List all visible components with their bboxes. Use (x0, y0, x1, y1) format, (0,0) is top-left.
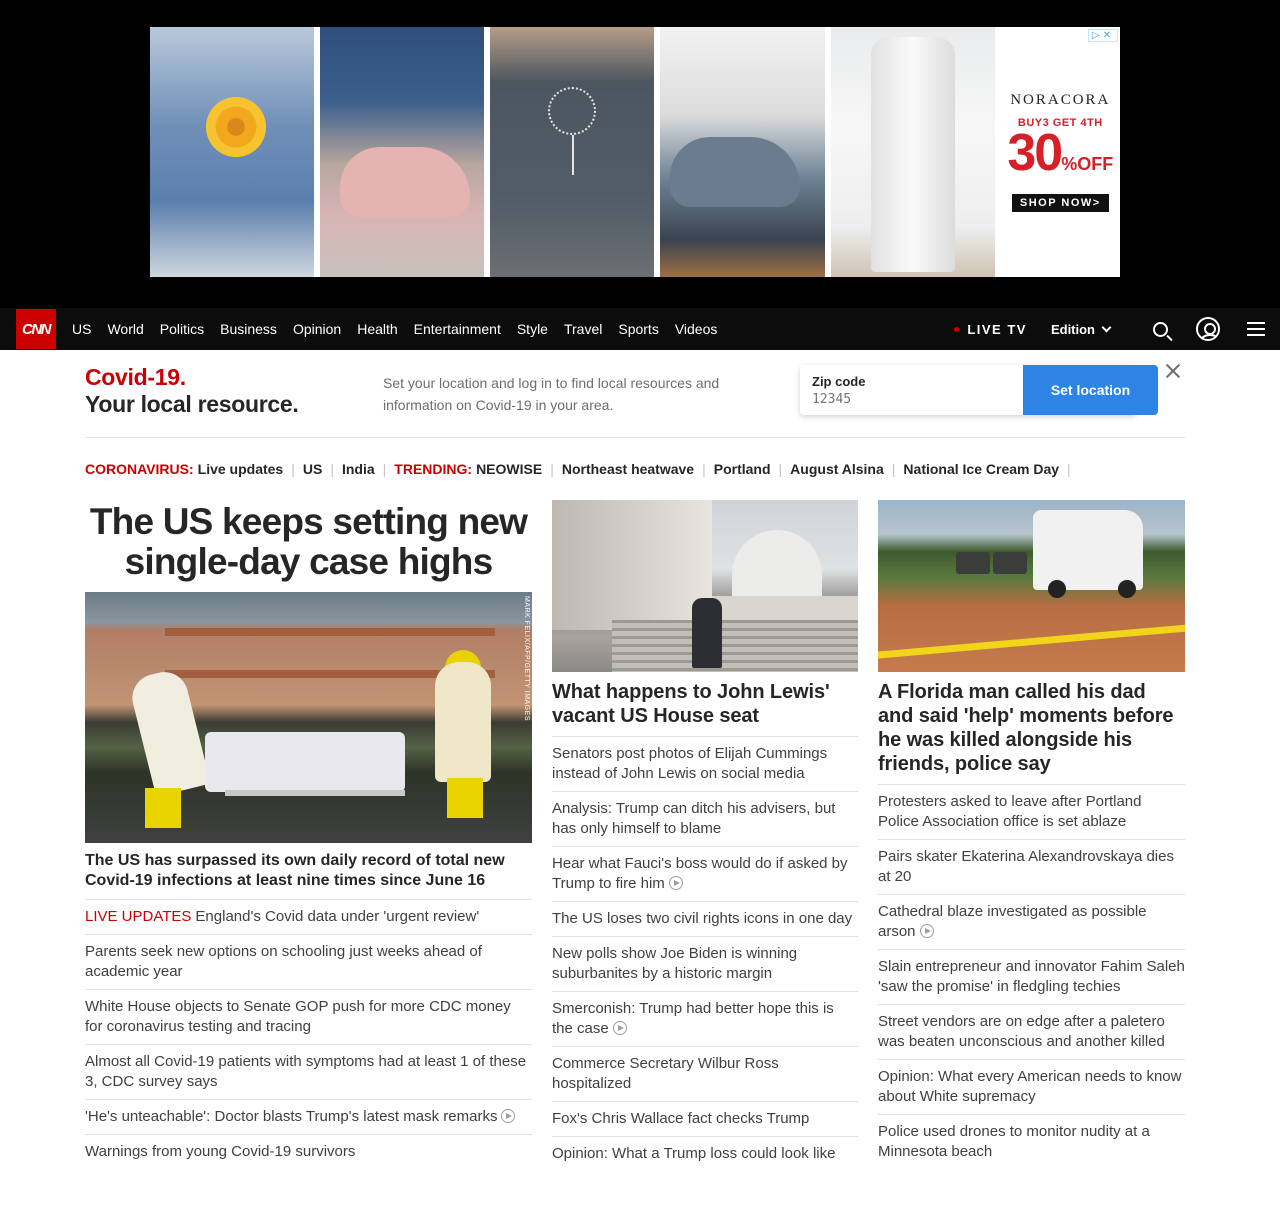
story-link[interactable]: New polls show Joe Biden is winning suburbanites by a historic margin (552, 945, 798, 982)
story-list (878, 785, 1185, 1169)
florida-scene-image[interactable] (878, 500, 1185, 672)
list-item[interactable] (552, 992, 858, 1047)
menu-button[interactable] (1232, 308, 1280, 350)
boots-graphic (447, 778, 483, 818)
ad-discount (1007, 124, 1114, 188)
play-video-icon (920, 924, 934, 938)
covid-title-red: Covid-19. (85, 364, 186, 390)
separator: | (291, 461, 295, 477)
story-link[interactable]: 'He's unteachable': Doctor blasts Trump's latest mask remarks (85, 1108, 498, 1125)
story-link[interactable]: White House objects to Senate GOP push for more CDC money for coronavirus testing and tracing (85, 998, 511, 1035)
story-link[interactable]: Police used drones to monitor nudity at a Minnesota beach (878, 1123, 1150, 1160)
story-link[interactable]: Opinion: What every American needs to know about White supremacy (878, 1068, 1182, 1105)
main-nav (0, 308, 1280, 350)
stretcher-graphic (205, 732, 405, 792)
edition-dropdown[interactable] (1051, 322, 1110, 337)
covid-banner-title (85, 364, 298, 418)
truck-graphic (956, 552, 990, 574)
story-link[interactable]: Analysis: Trump can ditch his advisers, but has only himself to blame (552, 800, 836, 837)
covid-title-dark: Your local resource. (85, 391, 299, 417)
separator: | (1067, 461, 1071, 477)
dandelion-graphic (548, 87, 596, 135)
sunflower-graphic (202, 93, 270, 161)
trending-link-live-updates[interactable]: Live updates (197, 461, 284, 477)
truck-graphic (993, 552, 1027, 574)
list-item[interactable] (85, 1135, 532, 1169)
close-icon[interactable] (1165, 363, 1181, 379)
police-tape-graphic (878, 624, 1185, 660)
stretcher-base-graphic (225, 790, 405, 796)
hero-image[interactable] (85, 592, 532, 843)
story-link[interactable]: Senators post photos of Elijah Cummings instead of John Lewis on social media (552, 745, 828, 782)
ad-off-label: OFF (1077, 154, 1114, 174)
wheel-graphic (1048, 580, 1066, 598)
story-link[interactable]: Opinion: What a Trump loss could look like (552, 1145, 836, 1162)
list-item[interactable] (552, 1102, 858, 1137)
list-item[interactable] (878, 1115, 1185, 1169)
list-item[interactable] (552, 937, 858, 992)
ad-banner-area (0, 0, 1280, 308)
list-item[interactable] (85, 900, 532, 935)
list-item[interactable] (85, 935, 532, 990)
list-item[interactable] (552, 1137, 858, 1171)
ad-offer-text: BUY3 GET 4TH (1017, 117, 1103, 129)
list-item[interactable] (552, 902, 858, 937)
van-graphic (1033, 510, 1143, 590)
shoe-graphic (670, 137, 800, 207)
live-tv-label: LIVE TV (967, 321, 1027, 337)
separator: | (382, 461, 387, 477)
nav-link-business[interactable]: Business (220, 321, 277, 337)
live-updates-label: LIVE UPDATES (85, 908, 192, 925)
cnn-logo[interactable]: CNN (16, 309, 56, 349)
trending-link-portland[interactable]: Portland (713, 461, 771, 477)
nav-link-health[interactable]: Health (357, 321, 398, 337)
ad-percent-sign: % (1061, 154, 1078, 174)
story-link[interactable]: Cathedral blaze investigated as possible arson (878, 903, 1147, 940)
separator: | (702, 461, 706, 477)
nav-link-videos[interactable]: Videos (674, 321, 718, 337)
ad-percent: 30 (1007, 124, 1062, 182)
zip-code-input[interactable] (812, 392, 1012, 407)
ad-shop-now-button[interactable]: SHOP NOW> (1012, 194, 1109, 212)
trending-label: TRENDING: (394, 461, 473, 477)
nav-link-opinion[interactable]: Opinion (292, 321, 342, 337)
live-dot-icon (954, 327, 959, 332)
story-link[interactable]: Fox's Chris Wallace fact checks Trump (552, 1110, 810, 1127)
trending-bar (85, 461, 1185, 477)
story-link[interactable]: Commerce Secretary Wilbur Ross hospitalized (552, 1055, 779, 1092)
story-headline[interactable]: What happens to John Lewis' vacant US House seat (552, 672, 858, 737)
nav-link-world[interactable]: World (107, 321, 144, 337)
covid-banner-description: Set your location and log in to find local resources and information on Covid-19 in your area. (383, 375, 720, 413)
ad-image-pink-shoes[interactable] (320, 27, 484, 277)
story-link[interactable]: The US loses two civil rights icons in one day (552, 910, 853, 927)
column-lead (85, 500, 532, 1169)
search-button[interactable] (1136, 308, 1184, 350)
list-item[interactable] (552, 792, 858, 847)
wheel-graphic (1118, 580, 1136, 598)
medical-worker-graphic (127, 667, 210, 797)
story-link[interactable]: Parents seek new options on schooling just weeks ahead of academic year (85, 943, 482, 980)
list-item[interactable] (552, 737, 858, 792)
story-link[interactable]: Street vendors are on edge after a paletero was beaten unconscious and another killed (878, 1013, 1165, 1050)
capitol-image[interactable] (552, 500, 858, 672)
photo-credit: MARK FELIX/AFP/GETTY IMAGES (523, 596, 530, 722)
list-item[interactable] (85, 990, 532, 1045)
nav-link-travel[interactable]: Travel (563, 321, 603, 337)
user-icon (1196, 317, 1220, 341)
menu-icon (1247, 322, 1265, 336)
dome-graphic (732, 530, 822, 600)
edition-label: Edition (1050, 321, 1095, 337)
story-link[interactable]: Pairs skater Ekaterina Alexandrovskaya dies at 20 (878, 848, 1174, 885)
nav-link-politics[interactable]: Politics (159, 321, 205, 337)
brick-stripe (165, 628, 495, 636)
separator: | (330, 461, 334, 477)
trending-link-neowise[interactable]: NEOWISE (476, 461, 543, 477)
story-link[interactable]: Warnings from young Covid-19 survivors (85, 1143, 356, 1160)
ad-image-sweater[interactable] (150, 27, 314, 277)
medical-worker-graphic (435, 662, 491, 782)
play-video-icon (501, 1109, 515, 1123)
trending-link-august-alsina[interactable]: August Alsina (790, 461, 884, 477)
nav-links (72, 321, 733, 337)
list-item[interactable] (878, 950, 1185, 1005)
advertisement[interactable] (150, 27, 1120, 277)
list-item[interactable] (85, 1100, 532, 1135)
story-headline[interactable]: A Florida man called his dad and said 'help' moments before he was killed alongside his friends, police say (878, 672, 1185, 785)
trending-topics (394, 461, 1078, 477)
list-item[interactable] (85, 1045, 532, 1100)
list-item[interactable] (552, 847, 858, 902)
set-location-button[interactable]: Set location (1023, 365, 1158, 415)
coronavirus-trending (85, 461, 394, 477)
trending-link-national-ice-cream-day[interactable]: National Ice Cream Day (903, 461, 1060, 477)
boots-graphic (145, 788, 181, 828)
list-item[interactable] (878, 1005, 1185, 1060)
ad-brand-panel[interactable] (1001, 27, 1120, 277)
story-list (552, 737, 858, 1171)
nav-link-entertainment[interactable]: Entertainment (413, 321, 501, 337)
story-link[interactable]: Almost all Covid-19 patients with symptoms had at least 1 of these 3, CDC survey says (85, 1053, 527, 1090)
story-list (85, 900, 532, 1169)
person-graphic (692, 598, 722, 668)
separator: | (778, 461, 783, 477)
zip-code-label: Zip code (812, 374, 866, 389)
trending-link-us[interactable]: US (302, 461, 323, 477)
list-item[interactable] (878, 785, 1185, 840)
hero-headline[interactable]: The US keeps setting new single-day case highs (89, 501, 528, 582)
list-item[interactable] (878, 895, 1185, 950)
nav-link-sports[interactable]: Sports (618, 321, 659, 337)
trending-link-northeast-heatwave[interactable]: Northeast heatwave (561, 461, 695, 477)
column-right (878, 500, 1185, 1169)
nav-link-us[interactable]: US (72, 321, 92, 337)
wall-graphic (552, 500, 712, 630)
ad-image-white-pants[interactable] (831, 27, 995, 277)
covid-local-resource-banner (85, 350, 1185, 438)
account-button[interactable] (1184, 308, 1232, 350)
search-icon (1153, 322, 1168, 337)
story-link[interactable]: England's Covid data under 'urgent review' (195, 908, 480, 925)
separator: | (891, 461, 896, 477)
ad-image-blue-shoes[interactable] (660, 27, 824, 277)
story-link[interactable]: Smerconish: Trump had better hope this is the case (552, 1000, 834, 1037)
ad-image-tshirt[interactable] (490, 27, 654, 277)
list-item[interactable] (878, 840, 1185, 895)
separator: | (550, 461, 554, 477)
pants-graphic (871, 37, 955, 272)
nav-right (954, 308, 1280, 350)
list-item[interactable] (552, 1047, 858, 1102)
shoe-graphic (340, 147, 470, 217)
dome-base-graphic (712, 596, 858, 622)
lead-story-link[interactable]: The US has surpassed its own daily record of total new Covid-19 infections at least nine times since June 16 (85, 843, 532, 900)
coronavirus-label: CORONAVIRUS: (85, 461, 194, 477)
story-link[interactable]: Hear what Fauci's boss would do if asked by Trump to fire him (552, 855, 848, 892)
trending-link-india[interactable]: India (341, 461, 375, 477)
live-tv-link[interactable] (954, 322, 1027, 337)
steps-graphic (612, 620, 858, 672)
chevron-down-icon (1102, 322, 1112, 332)
list-item[interactable] (878, 1060, 1185, 1115)
play-video-icon (613, 1021, 627, 1035)
play-video-icon (669, 876, 683, 890)
story-link[interactable]: Protesters asked to leave after Portland Police Association office is set ablaze (878, 793, 1142, 830)
column-middle (552, 500, 858, 1171)
ad-choices-icon[interactable]: ▷✕ (1088, 29, 1118, 42)
nav-link-style[interactable]: Style (516, 321, 548, 337)
story-link[interactable]: Slain entrepreneur and innovator Fahim Saleh 'saw the promise' in fledgling techies (878, 958, 1185, 995)
ad-brand-name: NORACORA (1010, 92, 1111, 108)
